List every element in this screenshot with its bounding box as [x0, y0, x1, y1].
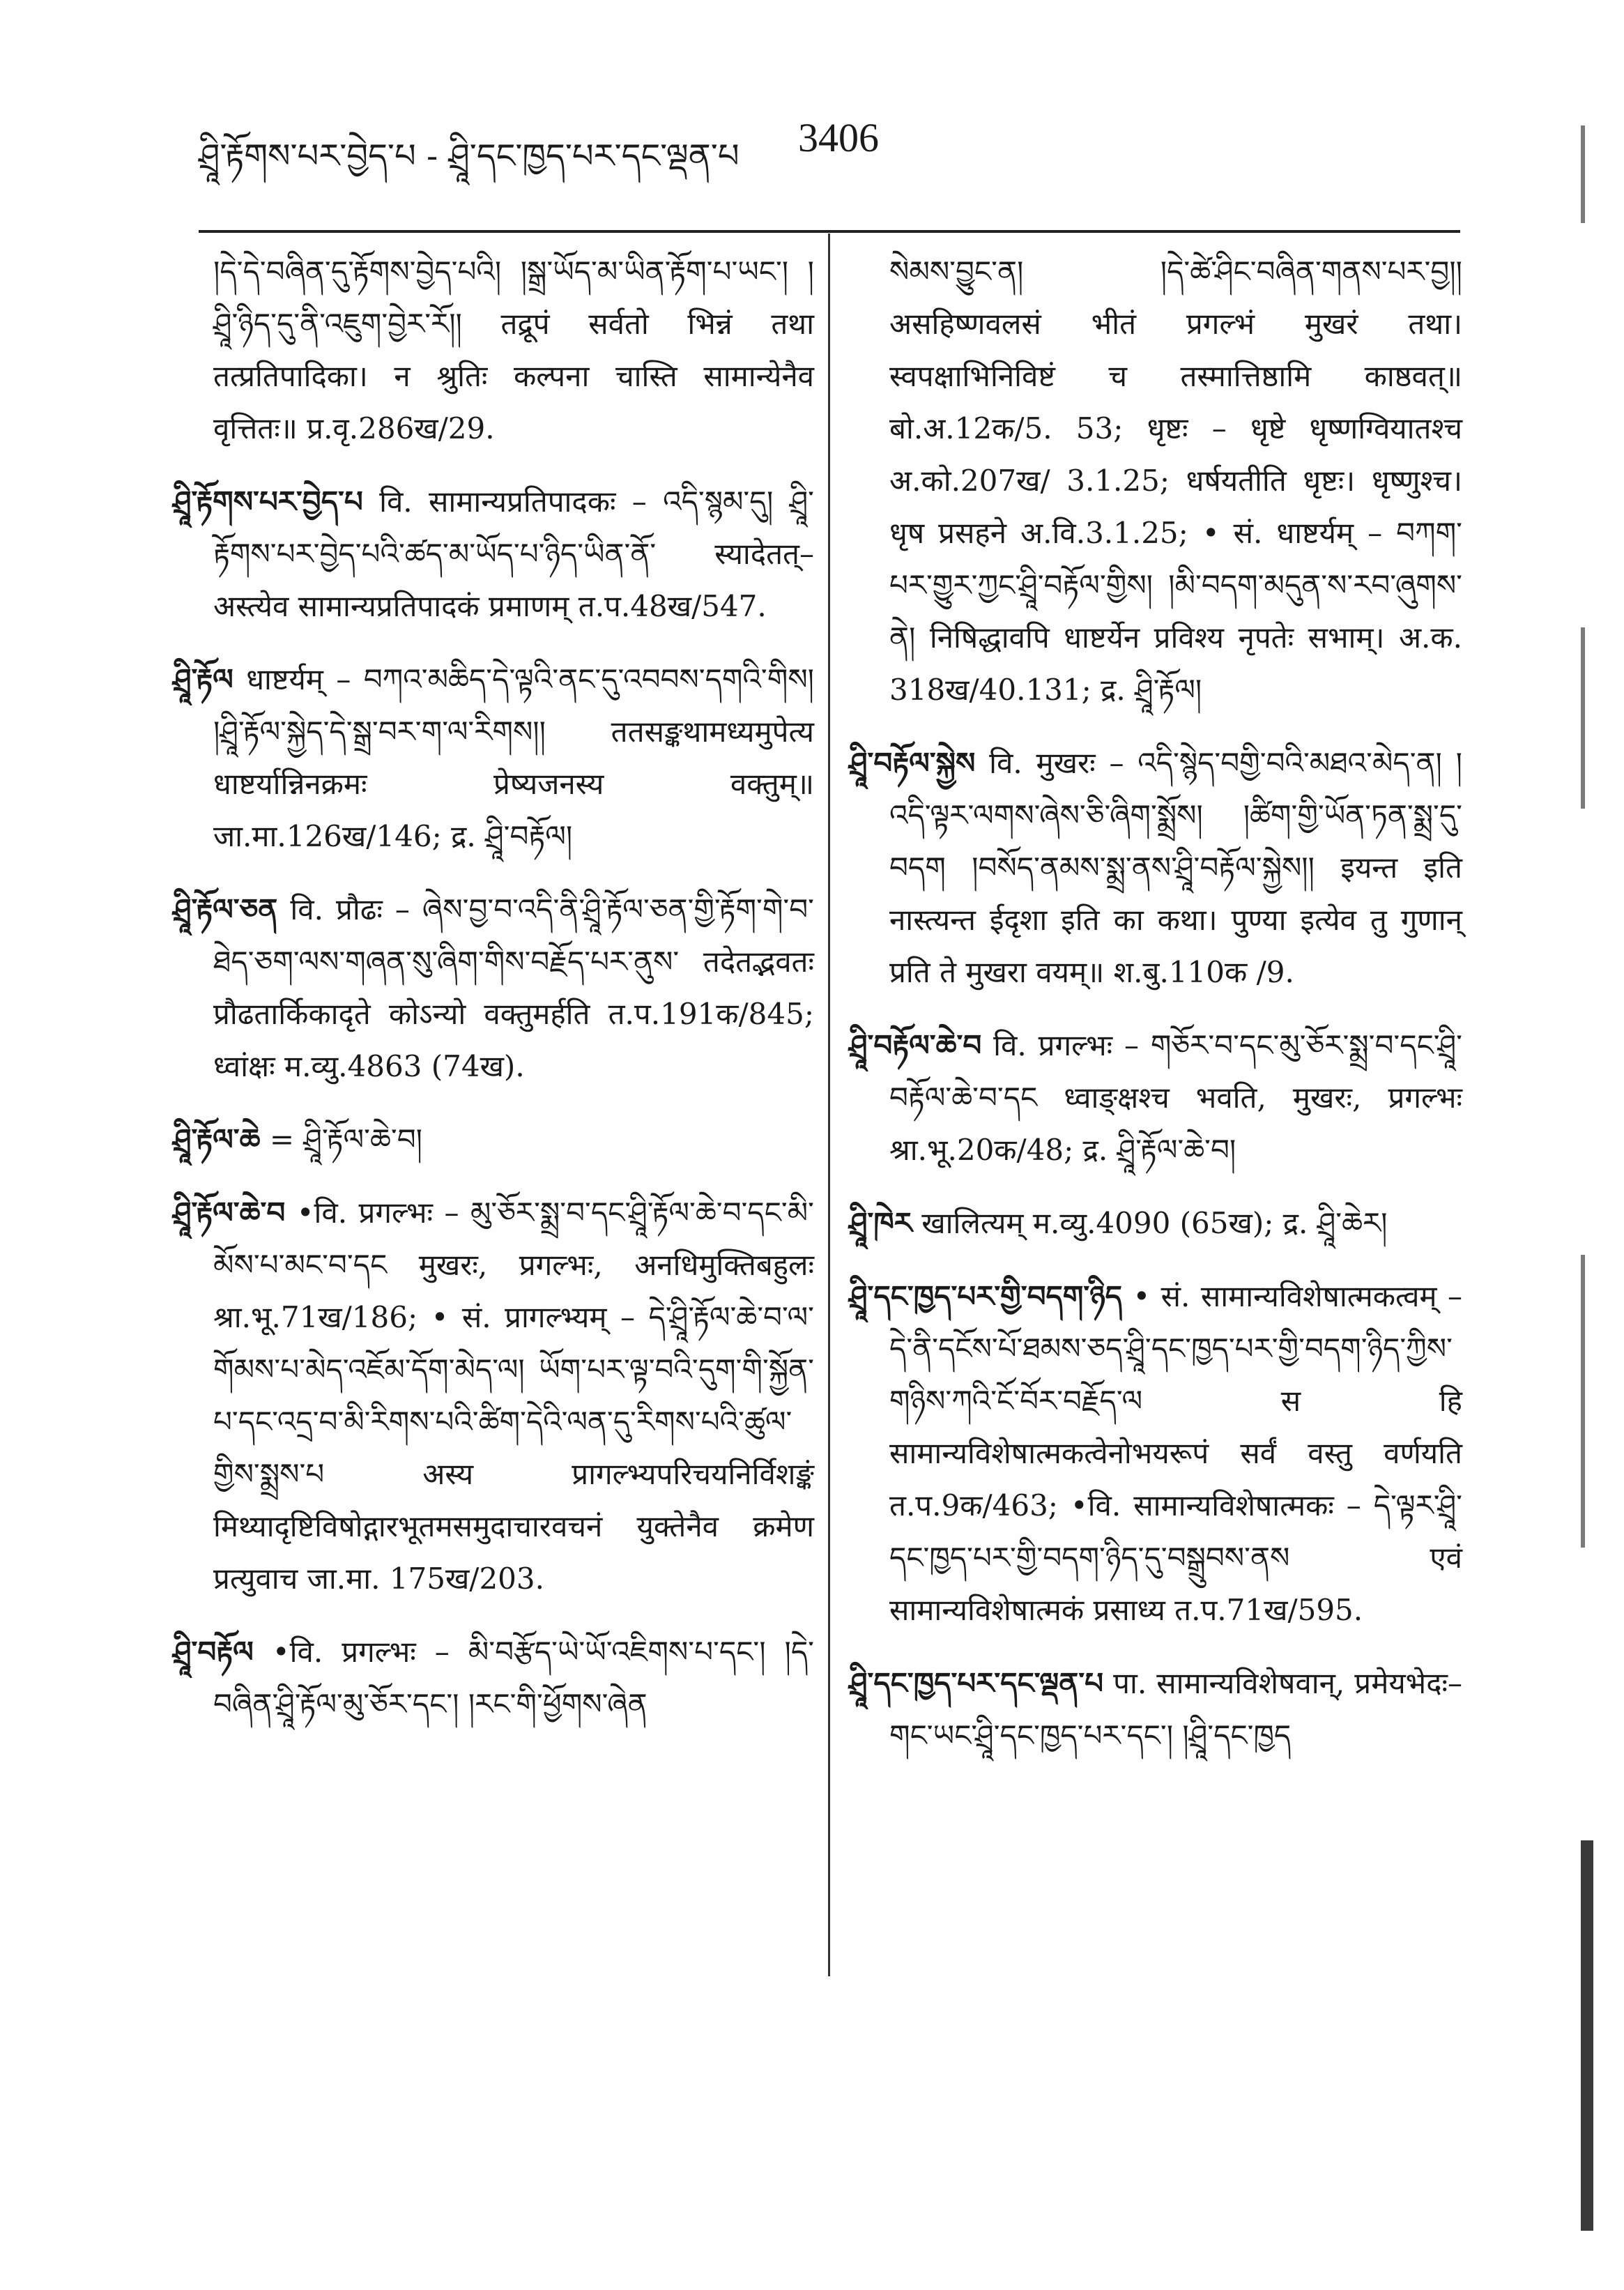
entry-text: वि. मुखरः – འདི་སྙེད་བགྱི་བའི་མཐའ་མེད་ན། །འདི་ལྟར་ལགས་ཞེས་ཅི་ཞིག་སྨྲོས། །ཚིག་གྱི་ཡོན་ཏན་སྨྲ་དུ་བདག །བསོད་ནམས་སྨྲ་ནས་ཤྲཱི་བརྟོལ་སྐྱེས།། इयन्त इति नास्त्यन्त ईदृशा इति का कथा। पुण्या इत्येव तु गुणान् प्रति ते मुखरा वयम्॥ श.बु.110क /9.: [889, 746, 1462, 989]
header-rule: [199, 230, 1460, 233]
entry-text: • सं. सामान्यविशेषात्मकत्वम् – དེ་ནི་དངོས་པོ་ཐམས་ཅད་ཤྲཱི་དང་ཁྱད་པར་གྱི་བདག་ཉིད་ཀྱིས་གཉིས་ཀའི་ངོ་བོར་བརྗོད་ལ स हि सामान्यविशेषात्मकत्वेनोभयरूपं सर्वं वस्तु वर्णयति त.प.9क/463; •वि. सामान्यविशेषात्मकः – དེ་ལྟར་ཤྲཱི་དང་ཁྱད་པར་གྱི་བདག་ཉིད་དུ་བསྒྲུབས་ནས एवं सामान्यविशेषात्मकं प्रसाध्य त.प.71ख/595.: [889, 1279, 1462, 1627]
scan-edge-mark: [1581, 1255, 1585, 1548]
entry-headword: ཤྲཱི་བརྟོལ: [173, 1635, 254, 1669]
scan-edge-mark: [1581, 125, 1585, 223]
entry-text: = ཤྲཱི་རྟོལ་ཆེ་བ།: [269, 1122, 422, 1157]
scan-edge-mark: [1581, 627, 1585, 809]
entry-text: पा. सामान्यविशेषवान्, प्रमेयभेदः–གང་ཡང་ཤྲཱི་དང་ཁྱད་པར་དང་། །ཤྲཱི་དང་ཁྱད: [889, 1666, 1462, 1753]
dictionary-entry: [849, 1197, 1462, 1249]
page-number: 3406: [798, 115, 879, 160]
page-header: [199, 112, 1474, 174]
entry-headword: ཤྲཱི་ཁེར: [849, 1206, 912, 1240]
entry-headword: ཤྲཱི་དང་ཁྱད་པར་གྱི་བདག་ཉིད: [849, 1279, 1122, 1313]
entry-text: वि. सामान्यप्रतिपादकः – འདི་སྙམ་དུ། ཤྲཱི་རྟོགས་པར་བྱེད་པའི་ཚད་མ་ཡོད་པ་ཉིད་ཡིན་ནོ་ स्यादेतत्–अस्त्येव सामान्यप्रतिपादकं प्रमाणम् त.प.48ख/547.: [213, 484, 814, 623]
entry-headword: ཤྲཱི་བརྟོལ་ཆེ་བ: [849, 1028, 982, 1062]
dictionary-entry: [849, 1657, 1462, 1762]
entry-text: •वि. प्रगल्भः – མུ་ཅོར་སྨྲ་བ་དང་ཤྲཱི་རྟོལ་ཆེ་བ་དང་མི་མོས་པ་མང་བ་དང मुखरः, प्रगल्भः, अनधिमुक्तिबहुलः श्रा.भू.71ख/186; • सं. प्रागल्भ्यम् – དེ་ཤྲཱི་རྟོལ་ཆེ་བ་ལ་གོམས་པ་མེད་འཇོམ་དོག་མེད་ལ། ཡོག་པར་ལྟ་བའི་དུག་གི་སྐྱོན་པ་དང་འདྲ་བ་མི་རིགས་པའི་ཚིག་དེའི་ལན་དུ་རིགས་པའི་ཚུལ་གྱིས་སྨྲས་པ अस्य प्रागल्भ्यपरिचयनिर्विशङ्कं मिथ्यादृष्टिविषोद्गारभूतमसमुदाचारवचनं युक्तेनैव क्रमेण प्रत्युवाच जा.मा. 175ख/203.: [213, 1196, 814, 1596]
running-head: ཤྲཱི་རྟོགས་པར་བྱེད་པ - ཤྲཱི་དང་ཁྱད་པར་དང་ལྡན་པ: [199, 137, 740, 176]
entry-text: धाष्टर्यम् – བཀའ་མཆིད་དེ་ལྟའི་ནང་དུ་འབབས་དགའི་གིས། །ཤྲཱི་རྟོལ་སྐྱེད་དེ་སྒྲ་བར་ག་ལ་རིགས།། ततसङ्कथामध्यमुपेत्य धाष्टर्यान्निनक्रमः प्रेष्यजनस्य वक्तुम्॥ जा.मा.126ख/146; द्र. ཤྲཱི་བརྟོལ།: [213, 662, 814, 853]
dictionary-entry: [849, 1270, 1462, 1636]
dictionary-entry: [849, 1019, 1462, 1176]
entry-headword: ཤྲཱི་རྟོགས་པར་བྱེད་པ: [173, 484, 363, 519]
entry-text: སེམས་བྱུང་ན། །དེ་ཚེ་ཤིང་བཞིན་གནས་པར་བྱ།། असहिष्णवलसं भीतं प्रगल्भं मुखरं तथा। स्वपक्षाभिनिविष्टं च तस्मात्तिष्ठामि काष्ठवत्॥ बो.अ.12क/5. 53; धृष्टः – धृष्टे धृष्णग्वियातश्च अ.को.207ख/ 3.1.25; धर्षयतीति धृष्टः। धृष्णुश्च। धृष प्रसहने अ.वि.3.1.25; • सं. धाष्टर्यम् – བཀག་པར་གྱུར་ཀྱང་ཤྲཱི་བརྟོལ་གྱིས། །མི་བདག་མདུན་ས་རབ་ཞུགས་ནེ། निषिद्धावपि धाष्टर्येन प्रविश्य नृपतेः सभाम्। अ.क. 318ख/40.131; द्र. ཤྲཱི་རྟོལ།: [889, 254, 1462, 707]
entry-text: वि. प्रगल्भः – གཅོར་བ་དང་མུ་ཅོར་སྨྲ་བ་དང་ཤྲཱི་བརྟོལ་ཆེ་བ་དང ध्वाङ्क्षश्च भवति, मुखरः, प्रगल्भः श्रा.भू.20क/48; द्र. ཤྲཱི་རྟོལ་ཆེ་བ།: [889, 1028, 1462, 1167]
entry-continuation: [173, 245, 814, 455]
right-column: [849, 245, 1462, 1783]
entry-text: •वि. प्रगल्भः – མི་བརྩོད་ཡེ་ཡོ་འཇིགས་པ་དང་། །དེ་བཞིན་ཤྲཱི་རྟོལ་མུ་ཅོར་དང་། །རང་གི་ཕྱོགས་ཞེན: [213, 1635, 814, 1721]
entry-headword: ཤྲཱི་དང་ཁྱད་པར་དང་ལྡན་པ: [849, 1666, 1104, 1700]
entry-headword: ཤྲཱི་རྟོལ་ཆེ: [173, 1122, 261, 1157]
column-divider: [828, 234, 830, 1976]
dictionary-entry: [173, 1186, 814, 1605]
entry-headword: ཤྲཱི་རྟོལ: [173, 662, 233, 696]
scan-edge-mark: [1581, 1840, 1593, 2231]
entry-continuation: [849, 245, 1462, 716]
entry-text: །དེ་དེ་བཞིན་དུ་རྟོགས་བྱེད་པའི། །སྒྲ་ཡོད་མ་ཡིན་རྟོག་པ་ཡང་། །ཤྲཱི་ཉིད་དུ་ནི་འཇུག་བྱེར་རོ།། तद्रूपं सर्वतो भिन्नं तथा तत्प्रतिपादिका। न श्रुतिः कल्पना चास्ति सामान्येनैव वृत्तितः॥ प्र.वृ.286ख/29.: [213, 254, 814, 445]
entry-headword: ཤྲཱི་བརྟོལ་སྐྱེས: [849, 746, 976, 780]
dictionary-entry: [173, 653, 814, 862]
dictionary-entry: [173, 1626, 814, 1730]
left-column: [173, 245, 814, 1751]
entry-headword: ཤྲཱི་རྟོལ་ཅན: [173, 892, 278, 926]
dictionary-entry: [173, 1113, 814, 1166]
entry-text: वि. प्रौढः – ཞེས་བྱ་བ་འདི་ནི་ཤྲཱི་རྟོལ་ཅན་གྱི་རྟོག་གེ་བ་ཐེད་ཅག་ལས་གཞན་སུ་ཞིག་གིས་བརྗོད་པར་ནུས་ तदेतद्भवतः प्रौढतार्किकादृते कोऽन्यो वक्तुमर्हति त.प.191क/845; ध्वांक्षः म.व्यु.4863 (74ख).: [213, 892, 814, 1083]
dictionary-entry: [849, 737, 1462, 998]
dictionary-entry: [173, 883, 814, 1092]
entry-headword: ཤྲཱི་རྟོལ་ཆེ་བ: [173, 1196, 286, 1230]
dictionary-entry: [173, 475, 814, 632]
entry-text: खालित्यम् म.व्यु.4090 (65ख); द्र. ཤྲཱི་ཆེར།: [921, 1206, 1388, 1240]
